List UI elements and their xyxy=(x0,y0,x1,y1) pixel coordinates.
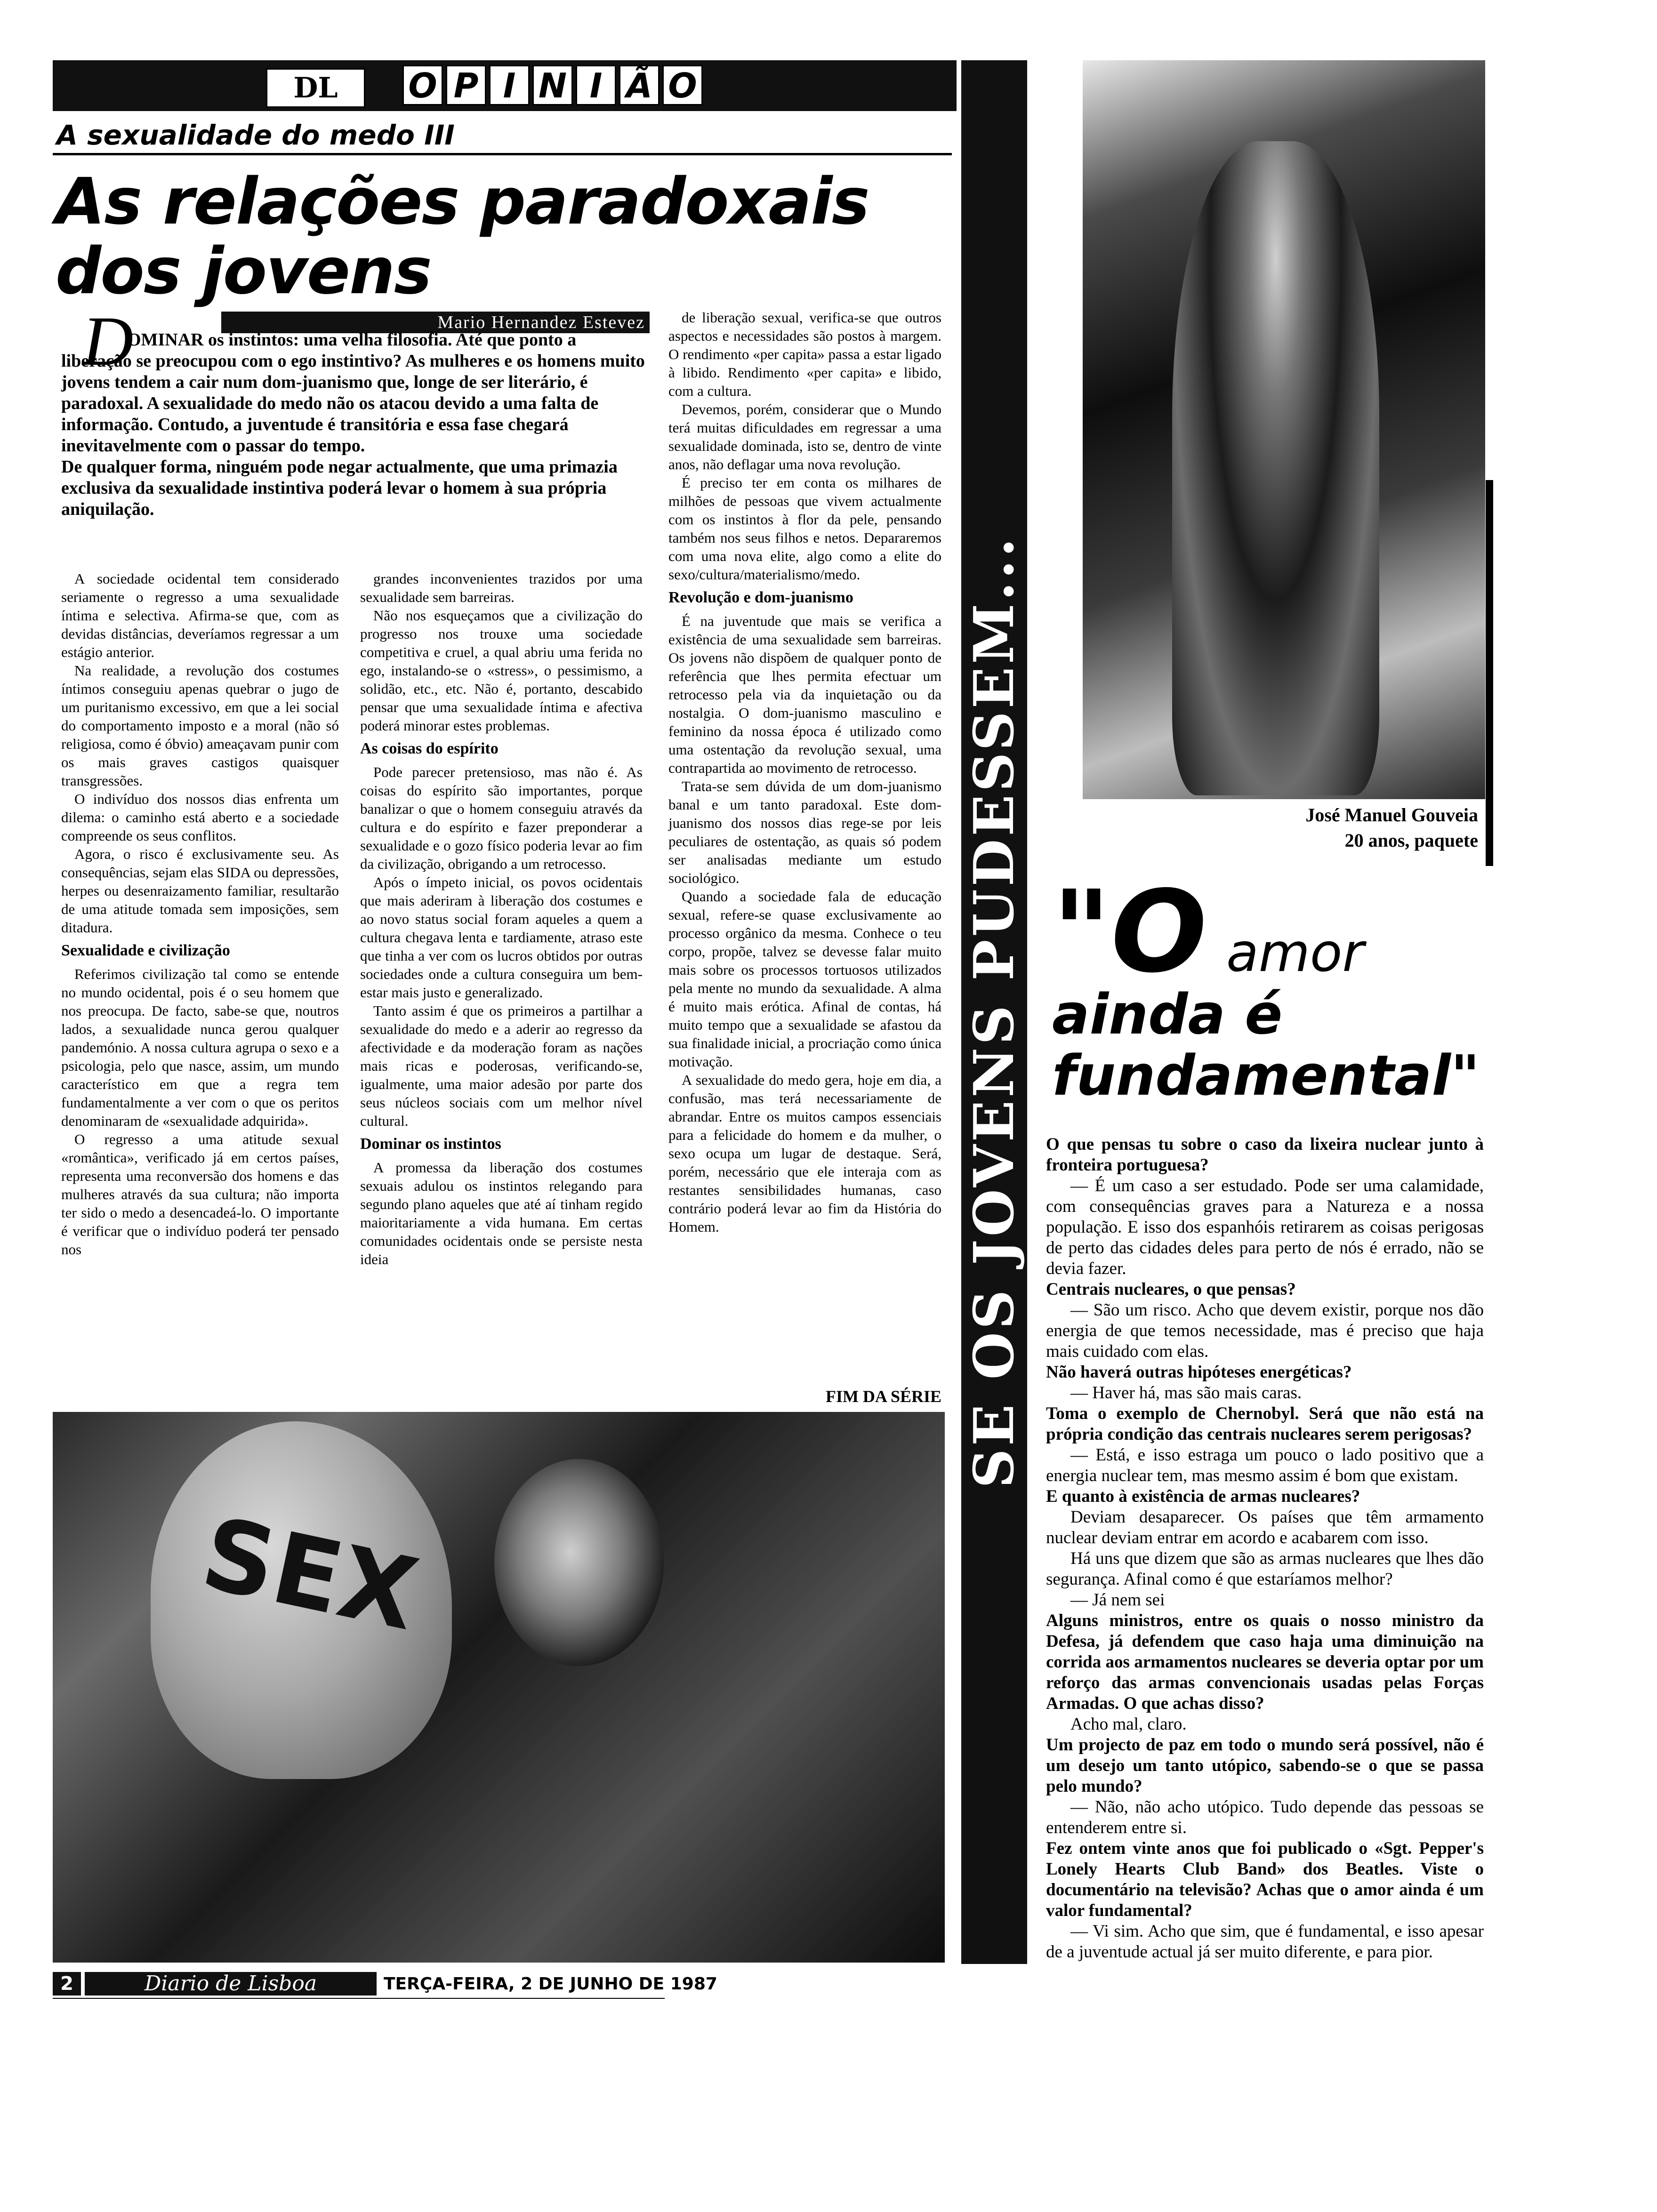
footer-masthead: Diario de Lisboa xyxy=(85,1972,377,1996)
article-kicker: A sexualidade do medo III xyxy=(56,119,455,151)
body-paragraph: Tanto assim é que os primeiros a partilhar a sexualidade do medo e a aderir ao regresso da afectividade e da moderação foram as nações mais ricas e poderosas, verificando-se, igualmente, uma maior adesão por parte dos seus núcleos sociais com um melhor nível cultural. xyxy=(360,1002,643,1129)
quote-line-3: fundamental" xyxy=(1052,1043,1480,1108)
body-paragraph: A sexualidade do medo gera, hoje em dia, a confusão, mas terá necessariamente de abrandar. Entre os muitos campos essenciais para a felicidade do homem e da mulher, o sexo ocupa um lugar de destaque. Será, porém, necessário que ele interaja com as restantes sensibilidades humanas, caso contrário poderá levar ao fim da História do Homem. xyxy=(668,1072,941,1235)
interview-question: Centrais nucleares, o que pensas? xyxy=(1046,1280,1296,1299)
body-paragraph: A sociedade ocidental tem considerado seriamente o regresso a uma sexualidade íntima e selectiva. Afirma-se que, com as devidas distâncias, deveríamos regressar a um estágio anterior. xyxy=(61,570,339,660)
interview-answer: Há uns que dizem que são as armas nucleares que lhes dão segurança. Afinal como é que estaríamos melhor? xyxy=(1046,1549,1484,1589)
headline-line-1: As relações paradoxais xyxy=(56,165,869,239)
interview-answer: — Vi sim. Acho que sim, que é fundamental, e isso apesar de a juventude actual já ser muito diferente, e para pior. xyxy=(1046,1922,1484,1962)
interview-answer: — São um risco. Acho que devem existir, porque nos dão energia de que temos necessidade, mas é preciso que haja mais cuidado com elas. xyxy=(1046,1300,1484,1361)
article-column-1 xyxy=(61,569,339,1258)
article-byline: Mario Hernandez Estevez xyxy=(437,313,645,332)
body-paragraph: É na juventude que mais se verifica a existência de uma sexualidade sem barreiras. Os jovens não dispõem de qualquer ponto de referência que lhes permita efectuar um retrocesso pela via da inquietação ou da nostalgia. O dom-juanismo masculino e feminino da nossa época é utilizado como uma ostentação da revolução sexual, uma contrapartida ao movimento de retrocesso. xyxy=(668,613,941,776)
body-paragraph: de liberação sexual, verifica-se que outros aspectos e necessidades são postos à margem. O rendimento «per capita» passa a estar ligado à libido. Rendimento «per capita» e libido, com a cultura. xyxy=(668,309,941,399)
body-paragraph: Trata-se sem dúvida de um dom-juanismo banal e um tanto paradoxal. Este dom-juanismo dos nossos dias rege-se por leis peculiares de ostentação, as quais só podem ser analisadas mediante um estudo sociológico. xyxy=(668,778,941,886)
newspaper-logo: DL xyxy=(266,68,365,108)
quote-open: "O xyxy=(1052,866,1207,998)
interview-answer: Acho mal, claro. xyxy=(1070,1715,1187,1734)
young-man-figure xyxy=(1172,141,1379,795)
end-of-series-mark: FIM DA SÉRIE xyxy=(825,1387,941,1406)
interview-answer: — Não, não acho utópico. Tudo depende das pessoas se entenderem entre si. xyxy=(1046,1797,1484,1837)
interview-answer: Deviam desaparecer. Os países que têm armamento nuclear deviam entrar em acordo e acabarem com isso. xyxy=(1046,1507,1484,1547)
section-letter: P xyxy=(446,65,486,105)
section-title-opiniao xyxy=(402,65,703,106)
lede-paragraph: OMINAR os instintos: uma velha filosofia. Até que ponto a liberação se preocupou com o ego instintivo? As mulheres e os homens muito jovens tendem a cair num dom-juanismo que, longe de ser literário, é paradoxal. A sexualidade do medo não os atacou devido a uma falta de informação. Contudo, a juventude é transitória e essa fase chegará inevitavelmente com o passar do tempo. xyxy=(61,330,645,456)
caption-detail: 20 anos, paquete xyxy=(1344,830,1478,851)
body-paragraph: Devemos, porém, considerar que o Mundo terá muitas dificuldades em regressar a uma sexualidade dominada, isto se, dentro de vinte anos, não deflagar uma nova revolução. xyxy=(668,401,941,473)
photo-caption xyxy=(1177,802,1478,853)
publication-date: TERÇA-FEIRA, 2 DE JUNHO DE 1987 xyxy=(384,1974,717,1994)
interview-question: Toma o exemplo de Chernobyl. Será que não está na própria condição das centrais nucleares serem perigosas? xyxy=(1046,1404,1484,1444)
interview-question: E quanto à existência de armas nucleares? xyxy=(1046,1487,1360,1506)
body-paragraph: grandes inconvenientes trazidos por uma sexualidade sem barreiras. xyxy=(360,570,643,605)
drop-cap: D xyxy=(82,302,134,380)
section-letter: Ã xyxy=(619,65,660,105)
body-paragraph: Referimos civilização tal como se entende no mundo ocidental, pois é o seu homem que nos preocupa. De facto, sabe-se que, noutros lados, a sexualidade nunca gerou qualquer pandemónio. A nossa cultura agrupa o sexo e a psicologia, pelo que nasce, assim, um mundo característico em que a regra tem fundamentalmente a ver com o que os peritos denominaram de «sexualidade adquirida». xyxy=(61,966,339,1129)
subheading: Dominar os instintos xyxy=(360,1135,501,1153)
interview-question: Um projecto de paz em todo o mundo será possível, não é um desejo um tanto utópico, sabendo-se o que se passa pelo mundo? xyxy=(1046,1735,1484,1796)
section-letter: I xyxy=(576,65,616,105)
article-lede xyxy=(61,329,650,520)
article-headline xyxy=(56,165,950,309)
interview-question: Fez ontem vinte anos que foi publicado o «Sgt. Pepper's Lonely Hearts Club Band» dos Beatles. Viste o documentário na televisão? Achas que o amor ainda é um valor fundamental? xyxy=(1046,1839,1484,1920)
woman-figure xyxy=(494,1459,664,1666)
body-paragraph: Não nos esqueçamos que a civilização do progresso nos trouxe uma sociedade competitiva e cruel, a qual abriu uma ferida no ego, instalando-se o «stress», o pessimismo, a solidão, etc., etc. Não é, portanto, descabido pensar que uma sexualidade íntima e afectiva poderá minorar estes problemas. xyxy=(360,607,643,734)
interview-question: Não haverá outras hipóteses energéticas? xyxy=(1046,1362,1352,1382)
body-paragraph: Após o ímpeto inicial, os povos ocidentais que mais aderiram à liberação dos costumes e ao novo status social foram aqueles a quem a cultura chegava lenta e tardiamente, atraso este que tinha a ver com os lucros obtidos por outras sociedades onde a cultura conseguira um bem-estar mais justo e generalizado. xyxy=(360,874,643,1001)
lede-paragraph: De qualquer forma, ninguém pode negar actualmente, que uma primazia exclusiva da sexualidade instintiva poderá levar o homem à sua própria aniquilação. xyxy=(61,457,618,519)
article-column-3 xyxy=(668,308,941,1236)
interview-answer: — Já nem sei xyxy=(1070,1590,1165,1610)
subheading: Sexualidade e civilização xyxy=(61,942,230,959)
body-paragraph: O indivíduo dos nossos dias enfrenta um dilema: o caminho está aberto e a sociedade compreende os seus conflitos. xyxy=(61,791,339,844)
interview-text xyxy=(1046,1134,1484,1963)
interview-answer: — Haver há, mas são mais caras. xyxy=(1070,1383,1302,1403)
caption-name: José Manuel Gouveia xyxy=(1305,804,1478,825)
quote-line-2: ainda é xyxy=(1052,982,1283,1047)
body-paragraph: A promessa da liberação dos costumes sexuais adulou os instintos relegando para segundo plano aqueles que até aí tinham regido maioritariamente a vida humana. Em certas comunidades ocidentais onde se persiste nesta ideia xyxy=(360,1159,643,1267)
body-paragraph: Na realidade, a revolução dos costumes íntimos conseguiu apenas quebrar o jugo de um puritanismo excessivo, em que a lei social do comportamento imposto e a moral (não só religiosa, como é óbvio) ameaçavam punir com os mais graves castigos quaisquer transgressões. xyxy=(61,662,339,789)
pull-quote xyxy=(1052,866,1485,1108)
interview-question: Alguns ministros, entre os quais o nosso ministro da Defesa, já defendem que caso haja uma diminuição na corrida aos armamentos nucleares se deveria optar por um reforço das armas convencionais usadas pelas Forças Armadas. O que achas disso? xyxy=(1046,1611,1484,1713)
page-number: 2 xyxy=(53,1972,81,1996)
subheading: Revolução e dom-juanismo xyxy=(668,589,853,606)
headline-line-2: dos jovens xyxy=(56,234,431,309)
quote-word: amor xyxy=(1226,922,1364,984)
interview-question: O que pensas tu sobre o caso da lixeira nuclear junto à fronteira portuguesa? xyxy=(1046,1135,1484,1175)
section-letter: N xyxy=(532,65,573,105)
section-letter: I xyxy=(489,65,530,105)
body-paragraph: É preciso ter em conta os milhares de milhões de pessoas que vivem actualmente com os instintos à flor da pele, pensando também nos seus filhos e netos. Depararemos com uma nova elite, algo como a elite do sexo/cultura/materialismo/medo. xyxy=(668,474,941,583)
interview-answer: — Está, e isso estraga um pouco o lado positivo que a energia nuclear tem, mas mesmo assim é bom que existam. xyxy=(1046,1445,1484,1485)
interview-answer: — É um caso a ser estudado. Pode ser uma calamidade, com consequências graves para a Natureza e a nossa população. E isso dos espanhóis retirarem as coisas perigosas de perto das cidades deles para perto de nós é errado, não se devia fazer. xyxy=(1046,1176,1484,1278)
article-column-2 xyxy=(360,569,643,1268)
vertical-section-title: SE OS JOVENS PUDESSEM... xyxy=(962,535,1026,1489)
photo-edge-bar xyxy=(1486,480,1493,866)
section-letter: O xyxy=(662,65,703,105)
kicker-rule xyxy=(53,153,952,155)
body-paragraph: Pode parecer pretensioso, mas não é. As coisas do espírito são importantes, porque banalizar o que o homem conseguiu através da cultura e do espírito e fazer preponderar a sexualidade e o gozo físico poderia levar ao fim da civilização, obrigando a um retrocesso. xyxy=(360,764,643,872)
subheading: As coisas do espírito xyxy=(360,740,499,757)
photo-painted-word: SEX xyxy=(193,1495,427,1653)
section-letter: O xyxy=(402,65,443,105)
body-paragraph: Agora, o risco é exclusivamente seu. As consequências, sejam elas SIDA ou depressões, herpes ou desenraizamento familiar, resultarão de uma atitude tomada sem imposições, sem ditadura. xyxy=(61,846,339,936)
body-paragraph: O regresso a uma atitude sexual «romântica», verificado já em certos países, representa uma reconversão dos homens e das mulheres através da sua cultura; não importa ter sido o medo a desencadeá-lo. O importante é verificar que o indivíduo poderá ter pensado nos xyxy=(61,1131,339,1258)
footer-rule xyxy=(53,1998,665,1999)
body-paragraph: Quando a sociedade fala de educação sexual, refere-se quase exclusivamente ao processo orgânico da mesma. Conhece o teu corpo, propõe, talvez se devesse falar muito mais sobre os processos tortuosos utilizados pela mente no mundo da sexualidade. A alma é muito mais erótica. Afinal de contas, há muito tempo que a sexualidade se afastou da sua finalidade inicial, a procriação como única motivação. xyxy=(668,888,941,1070)
